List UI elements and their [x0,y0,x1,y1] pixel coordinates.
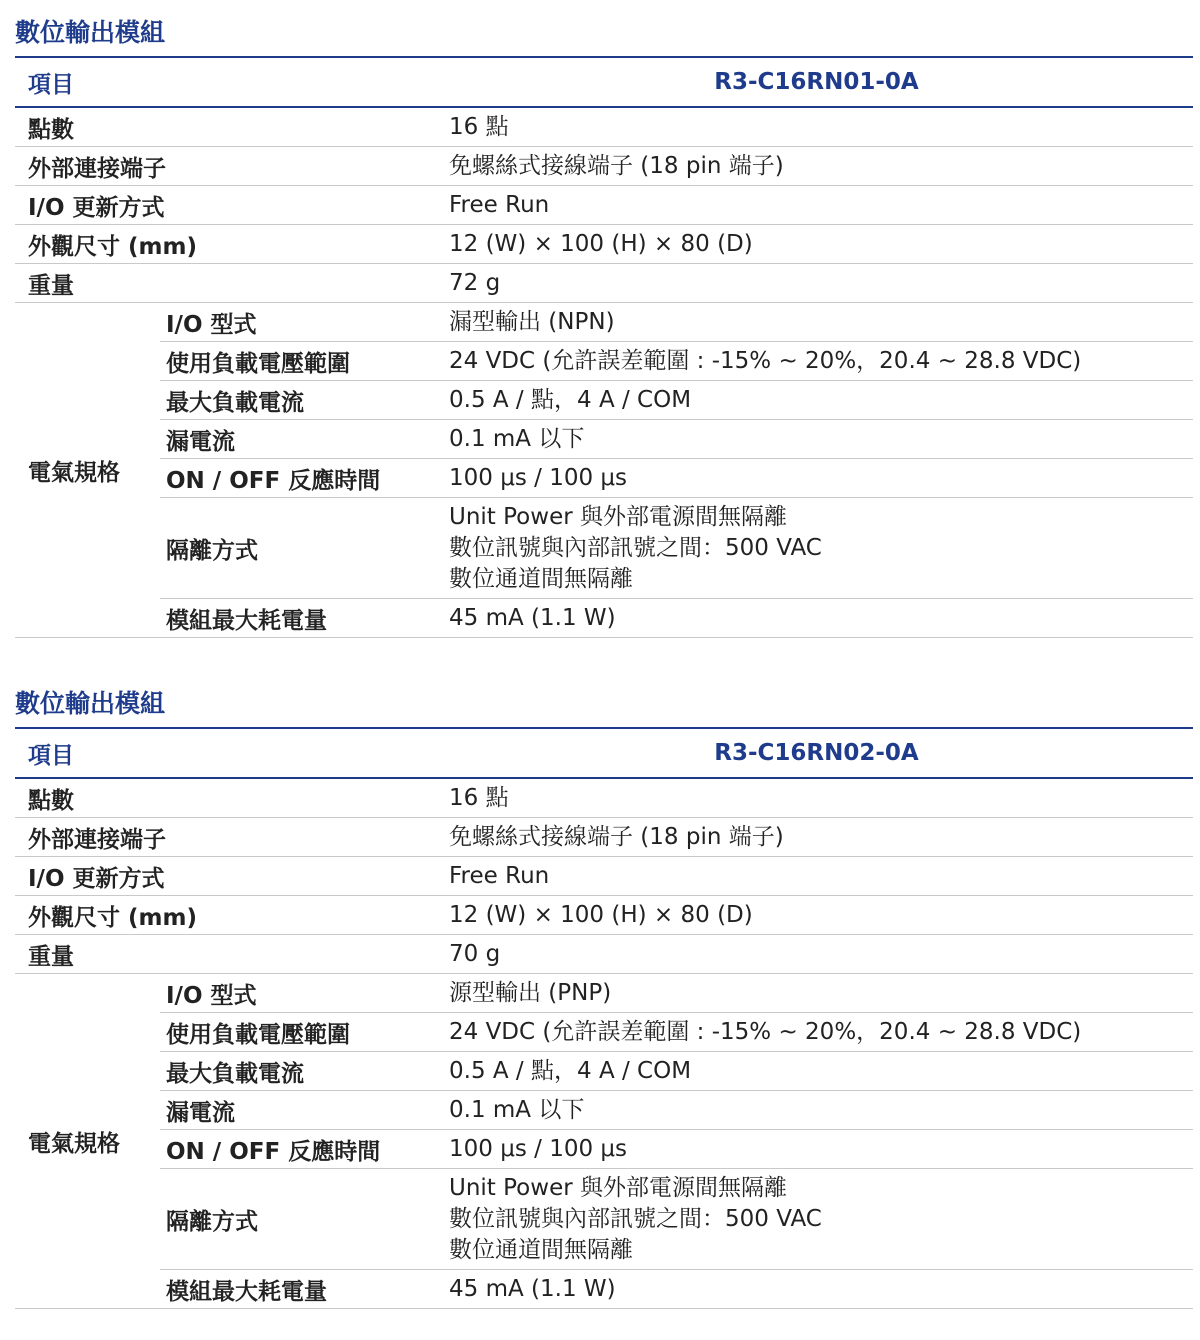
spec-table [15,56,1193,638]
section-title: 數位輸出模組 [15,689,166,718]
table-row [15,264,1193,303]
table-row [15,896,1193,935]
table-row [15,459,1193,498]
row-label: 外部連接端子 [15,818,440,857]
row-value: 12 (W) × 100 (H) × 80 (D) [440,896,1193,935]
group-label: 電氣規格 [15,303,160,638]
value-line: Unit Power 與外部電源間無隔離 [449,1174,787,1201]
row-value: 0.5 A / 點，4 A / COM [440,1052,1193,1091]
value-line: 數位通道間無隔離 [449,565,633,592]
value-line: 數位訊號與內部訊號之間：500 VAC [449,534,822,561]
row-label: 外觀尺寸 (mm) [15,896,440,935]
table-row [15,147,1193,186]
row-label: 隔離方式 [160,1169,440,1270]
table-row [15,107,1193,147]
section-title: 數位輸出模組 [15,18,166,47]
row-value: 漏型輸出 (NPN) [440,303,1193,342]
table-row [15,381,1193,420]
row-value: 100 μs / 100 μs [440,459,1193,498]
spec-table [15,727,1193,1309]
table-row [15,303,1193,342]
row-value: Free Run [440,186,1193,225]
row-label: 最大負載電流 [160,381,440,420]
row-label: 隔離方式 [160,498,440,599]
row-label: 模組最大耗電量 [160,599,440,638]
row-value: 16 點 [440,107,1193,147]
row-value: 24 VDC (允許誤差範圍 : -15% ~ 20%，20.4 ~ 28.8 VDC) [440,342,1193,381]
table-row [15,974,1193,1013]
header-model: R3-C16RN02-0A [440,728,1193,778]
row-label: 點數 [15,107,440,147]
row-value: 45 mA (1.1 W) [440,599,1193,638]
row-value: 免螺絲式接線端子 (18 pin 端子) [440,818,1193,857]
table-row [15,1091,1193,1130]
table-row [15,818,1193,857]
row-label: 點數 [15,778,440,818]
row-value-multiline [440,1169,1193,1270]
row-label: 模組最大耗電量 [160,1270,440,1309]
table-row [15,1169,1193,1270]
row-label: 最大負載電流 [160,1052,440,1091]
table-row [15,1013,1193,1052]
table-row [15,1130,1193,1169]
table-row [15,599,1193,638]
row-value: 16 點 [440,778,1193,818]
header-item: 項目 [15,57,440,107]
row-label: ON / OFF 反應時間 [160,459,440,498]
value-line: 數位訊號與內部訊號之間：500 VAC [449,1205,822,1232]
row-value: 免螺絲式接線端子 (18 pin 端子) [440,147,1193,186]
group-label: 電氣規格 [15,974,160,1309]
row-value: Free Run [440,857,1193,896]
row-value-multiline [440,498,1193,599]
row-label: 使用負載電壓範圍 [160,342,440,381]
table-row [15,935,1193,974]
table-header-row [15,728,1193,778]
table-row [15,1052,1193,1091]
row-label: ON / OFF 反應時間 [160,1130,440,1169]
row-value: 0.5 A / 點，4 A / COM [440,381,1193,420]
value-line: Unit Power 與外部電源間無隔離 [449,503,787,530]
row-label: 使用負載電壓範圍 [160,1013,440,1052]
table-row [15,498,1193,599]
table-row [15,186,1193,225]
table-header-row [15,57,1193,107]
row-value: 70 g [440,935,1193,974]
row-label: 漏電流 [160,1091,440,1130]
header-model: R3-C16RN01-0A [440,57,1193,107]
row-value: 0.1 mA 以下 [440,1091,1193,1130]
row-label: 重量 [15,935,440,974]
row-label: 外觀尺寸 (mm) [15,225,440,264]
row-value: 72 g [440,264,1193,303]
table-row [15,857,1193,896]
table-row [15,420,1193,459]
value-line: 數位通道間無隔離 [449,1236,633,1263]
row-label: I/O 更新方式 [15,857,440,896]
row-value: 12 (W) × 100 (H) × 80 (D) [440,225,1193,264]
row-label: I/O 更新方式 [15,186,440,225]
row-label: I/O 型式 [160,974,440,1013]
row-value: 45 mA (1.1 W) [440,1270,1193,1309]
row-value: 24 VDC (允許誤差範圍 : -15% ~ 20%，20.4 ~ 28.8 VDC) [440,1013,1193,1052]
table-row [15,778,1193,818]
row-value: 0.1 mA 以下 [440,420,1193,459]
table-row [15,342,1193,381]
header-item: 項目 [15,728,440,778]
row-label: 漏電流 [160,420,440,459]
row-value: 100 μs / 100 μs [440,1130,1193,1169]
row-label: I/O 型式 [160,303,440,342]
row-label: 外部連接端子 [15,147,440,186]
row-label: 重量 [15,264,440,303]
table-row [15,1270,1193,1309]
table-row [15,225,1193,264]
row-value: 源型輸出 (PNP) [440,974,1193,1013]
